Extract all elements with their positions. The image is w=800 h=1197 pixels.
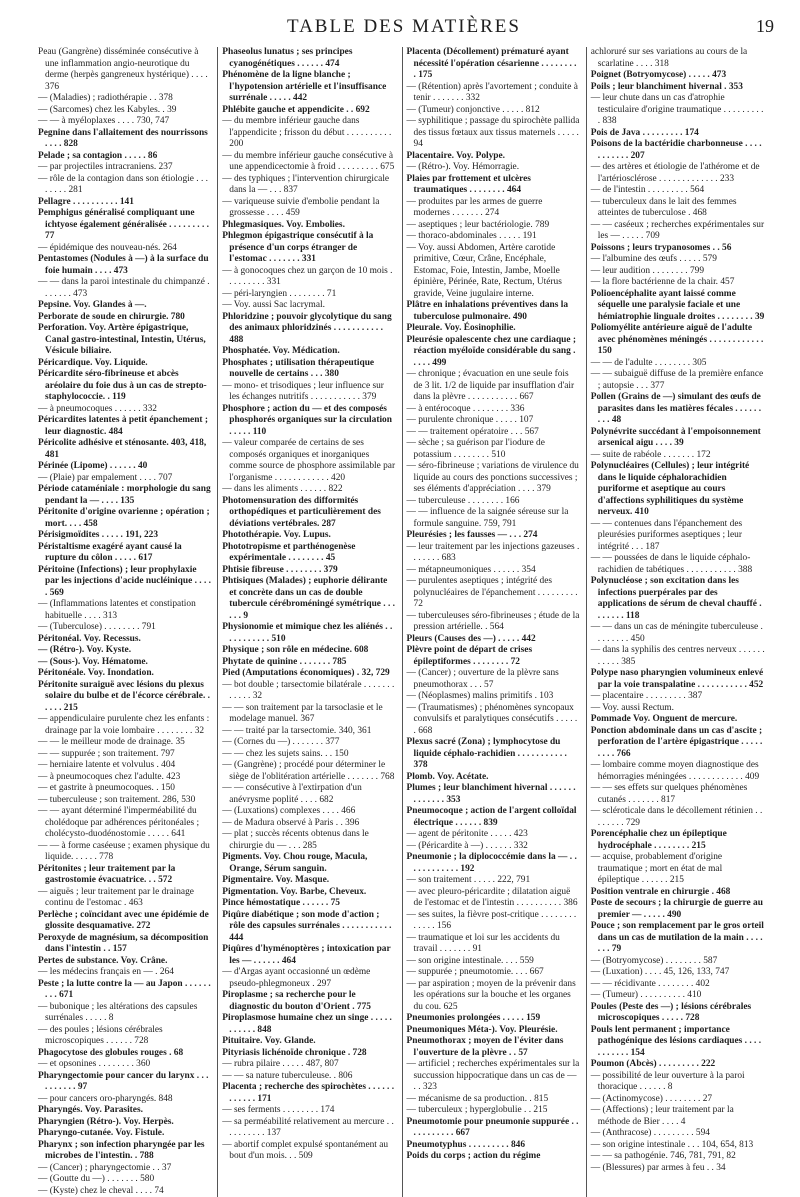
index-entry: Piqûre diabétique ; son mode d'action ; rôle des capsules surrénales . . . . . . . . . . . 444 xyxy=(222,910,395,945)
entry-list xyxy=(222,47,395,1163)
index-entry: — leur audition . . . . . . . . 799 xyxy=(591,266,765,278)
index-entry: Phototropisme et parthénogenèse expérimentale . . . . . . . . 45 xyxy=(222,542,395,565)
index-entry: — — de l'adulte . . . . . . . . 305 xyxy=(591,358,765,370)
index-entry: — syphilitique ; passage du spirochète pallida des tissus fœtaux aux tissus maternels . . . . . 94 xyxy=(407,116,580,151)
index-entry: — (Maladies) ; radiothérapie . . 378 xyxy=(38,93,211,105)
index-entry: Périnée (Lipome) . . . . . . 40 xyxy=(38,461,211,473)
index-entry: Pollen (Grains de —) simulant des œufs de parasites dans les matières fécales . . . . . . . . . 48 xyxy=(591,392,765,427)
index-entry: — artificiel ; recherches expérimentales sur la succussion hippocratique dans un cas de — . . 323 xyxy=(407,1059,580,1094)
index-entry: Perforation. Voy. Artère épigastrique, Canal gastro-intestinal, Intestin, Utérus, Vésicule biliaire. xyxy=(38,323,211,358)
index-entry: Pneumocoque ; action de l'argent colloïdal électrique . . . . . . 839 xyxy=(407,806,580,829)
index-entry: — bot double ; tarsectomie bilatérale . . . . . . . . . . . . 32 xyxy=(222,680,395,703)
index-entry: — — à forme caséeuse ; examen physique du liquide. . . . . . 778 xyxy=(38,841,211,864)
index-entry: — variqueuse suivie d'embolie pendant la grossesse . . . . 459 xyxy=(222,197,395,220)
index-entry: — les médecins français en — . 264 xyxy=(38,967,211,979)
index-entry: Position ventrale en chirurgie . 468 xyxy=(591,887,765,899)
index-entry: — — ses effets sur quelques phénomènes cutanés . . . . . . . 817 xyxy=(591,783,765,806)
index-entry: — purulente chronique . . . . . 107 xyxy=(407,415,580,427)
index-entry: — (Botryomycose) . . . . . . . . 587 xyxy=(591,956,765,968)
index-entry: — tuberculeuse ; son traitement. 286, 530 xyxy=(38,795,211,807)
index-entry: Polioencéphalite ayant laissé comme séquelle une paralysie faciale et une hémiatrophie linguale droites . . . . . . . . 39 xyxy=(591,289,765,324)
index-entry: — (Cancer) ; ouverture de la plèvre sans pneumothorax . . . 57 xyxy=(407,668,580,691)
index-entry: — — poussées de dans le liquide céphalo-rachidien de tabétiques . . . . . . . . . . . 388 xyxy=(591,553,765,576)
index-entry: — Voy. aussi Rectum. xyxy=(591,703,765,715)
index-entry: — tuberculeux ; hyperglobulie . . 215 xyxy=(407,1105,580,1117)
index-entry: Pityriasis lichénoïde chronique . 728 xyxy=(222,1048,395,1060)
index-entry: Péritoine (Infections) ; leur prophylaxie par les injections d'acide nucléinique . . . . . 569 xyxy=(38,565,211,600)
index-entry: — (Rétro-). Voy. Hémorragie. xyxy=(407,162,580,174)
index-entry: — dans la syphilis des centres nerveux . . . . . . . . . . . 385 xyxy=(591,645,765,668)
index-entry: — aiguës ; leur traitement par le drainage continu de l'estomac . 463 xyxy=(38,887,211,910)
index-entry: — — sa pathogénie. 746, 781, 791, 82 xyxy=(591,1151,765,1163)
index-entry: Pharyngo-cutanée. Voy. Fistule. xyxy=(38,1128,211,1140)
page-header xyxy=(34,14,774,40)
index-entry: Poignet (Botryomycose) . . . . . 473 xyxy=(591,70,765,82)
page-title: TABLE DES MATIÈRES xyxy=(34,16,774,38)
index-entry: Phlébite gauche et appendicite . . 692 xyxy=(222,105,395,117)
index-entry: — à entérocoque . . . . . . . . 336 xyxy=(407,404,580,416)
index-entry: Phagocytose des globules rouges . 68 xyxy=(38,1048,211,1060)
index-entry: Phtisie fibreuse . . . . . . . . 379 xyxy=(222,565,395,577)
index-entry: — (Luxations) complexes . . . . 466 xyxy=(222,806,395,818)
index-entry: — — sa nature tuberculeuse. . 806 xyxy=(222,1071,395,1083)
index-entry: — sa perméabilité relativement au mercure . . . . . . . . . . 137 xyxy=(222,1117,395,1140)
index-entry: — (Sous-). Voy. Hématome. xyxy=(38,657,211,669)
index-entry: — des artères et étiologie de l'athérome et de l'artériosclérose . . . . . . . . . . . . . 233 xyxy=(591,162,765,185)
index-entry: Péricardite séro-fibrineuse et abcès aréolaire du foie dus à un cas de strepto-staphylococcie. . 119 xyxy=(38,369,211,404)
index-entry: achloruré sur ses variations au cours de la scarlatine . . . . 318 xyxy=(591,47,765,70)
index-entry: Peste ; la lutte contre la — au Japon . . . . . . . . . 671 xyxy=(38,979,211,1002)
index-entry: Poste de secours ; la chirurgie de guerre au premier — . . . . . 490 xyxy=(591,898,765,921)
index-entry: Poils ; leur blanchiment hivernal . 353 xyxy=(591,82,765,94)
index-entry: — par projectiles intracraniens. 237 xyxy=(38,162,211,174)
index-entry: Peau (Gangrène) disséminée consécutive à une inflammation angio-neurotique du derme (herpès gangreneux hystérique) . . . . 376 xyxy=(38,47,211,93)
index-entry: Phosphore ; action du — et des composés phosphorés organiques sur la circulation . . . . . 110 xyxy=(222,404,395,439)
index-entry: — — suppurée ; son traitement. 797 xyxy=(38,749,211,761)
index-entry: — (Kyste) chez le cheval . . . . 74 xyxy=(38,1186,211,1197)
index-entry: — aseptiques ; leur bactériologie. 789 xyxy=(407,220,580,232)
index-entry: Physique ; son rôle en médecine. 608 xyxy=(222,645,395,657)
index-column-1 xyxy=(34,47,218,1197)
index-entry: — de l'intestin . . . . . . . . . 564 xyxy=(591,185,765,197)
index-entry: — traumatique et loi sur les accidents du travail . . . . . . . 91 xyxy=(407,933,580,956)
index-entry: Polype naso pharyngien volumineux enlevé par la voie transpalatine . . . . . . . . . . . 452 xyxy=(591,668,765,691)
index-entry: Polynucléose ; son excitation dans les infections puerpérales par des applications de sérum de cheval chauffé . . . . . . . 118 xyxy=(591,576,765,622)
index-entry: Pouce ; son remplacement par le gros orteil dans un cas de mutilation de la main . . . . . . . 79 xyxy=(591,921,765,956)
index-entry: — scléroticale dans le décollement rétinien . . . . . . . . 729 xyxy=(591,806,765,829)
index-entry: Phloridzine ; pouvoir glycolytique du sang des animaux phloridzinés . . . . . . . . . . . 488 xyxy=(222,312,395,347)
index-entry: — suite de rabéole . . . . . . . 172 xyxy=(591,450,765,462)
index-entry: — par aspiration ; moyen de la prévenir dans les opérations sur la bouche et les organes du cou. 625 xyxy=(407,979,580,1014)
index-entry: — — contenues dans l'épanchement des pleurésies puriformes aseptiques ; leur intégrité . . . 187 xyxy=(591,519,765,554)
index-entry: Plumes ; leur blanchiment hivernal . . . . . . . . . . . . . 353 xyxy=(407,783,580,806)
index-entry: Pigments. Voy. Chou rouge, Macula, Orange, Sérum sanguin. xyxy=(222,852,395,875)
index-entry: — — récidivante . . . . . . . . 402 xyxy=(591,979,765,991)
index-entry: Piqûres d'hyménoptères ; intoxication par les — . . . . . . 464 xyxy=(222,944,395,967)
index-entry: — — à myéloplaxes . . . . 730, 747 xyxy=(38,116,211,128)
index-entry: — acquise, probablement d'origine traumatique ; mort en état de mal épileptique . . . . . . 215 xyxy=(591,852,765,887)
index-entry: Ponction abdominale dans un cas d'ascite ; perforation de l'artère épigastrique . . . . . . . . . 766 xyxy=(591,726,765,761)
index-entry: Pegnine dans l'allaitement des nourrissons . . . . 828 xyxy=(38,128,211,151)
index-entry: Placenta ; recherche des spirochètes . . . . . . . . . . . . 171 xyxy=(222,1082,395,1105)
index-entry: — du membre inférieur gauche dans l'appendicite ; frisson du début . . . . . . . . . . 200 xyxy=(222,116,395,151)
index-entry: — — caséeux ; recherches expérimentales sur les — . . . . . 709 xyxy=(591,220,765,243)
index-entry: — péri-laryngien . . . . . . . . 71 xyxy=(222,289,395,301)
index-entry: Pertes de substance. Voy. Crâne. xyxy=(38,956,211,968)
index-entry: — (Cornes du —) . . . . . . . 377 xyxy=(222,737,395,749)
index-entry: — valeur comparée de certains de ses composés organiques et inorganiques comme source de phosphore assimilable par l'organisme . . . . . . . . . . . . 420 xyxy=(222,438,395,484)
index-entry: Physionomie et mimique chez les aliénés . . . . . . . . . . . 510 xyxy=(222,622,395,645)
index-entry: Poliomyélite antérieure aiguë de l'adulte avec phénomènes méningés . . . . . . . . . . . . 150 xyxy=(591,323,765,358)
index-entry: — (Tuberculose) . . . . . . . . 791 xyxy=(38,622,211,634)
index-entry: Phytate de quinine . . . . . . . 785 xyxy=(222,657,395,669)
index-entry: — mécanisme de sa production. . 815 xyxy=(407,1094,580,1106)
index-entry: Plaies par frottement et ulcères traumatiques . . . . . . . . 464 xyxy=(407,174,580,197)
entry-list xyxy=(591,47,765,1174)
index-entry: Poisons de la bactéridie charbonneuse . . . . . . . . . . . 207 xyxy=(591,139,765,162)
index-entry: Péritonéal. Voy. Recessus. xyxy=(38,634,211,646)
index-entry: — produites par les armes de guerre modernes . . . . . . . 274 xyxy=(407,197,580,220)
entry-list xyxy=(38,47,211,1197)
index-entry: Photothérapie. Voy. Lupus. xyxy=(222,530,395,542)
index-entry: — rôle de la contagion dans son étiologie . . . . . . . . 281 xyxy=(38,174,211,197)
index-entry: — du membre inférieur gauche consécutive à une appendicectomie à froid . . . . . . . . . 675 xyxy=(222,151,395,174)
index-entry: Photomensuration des difformités orthopédiques et particulièrement des déviations vertébrales. 287 xyxy=(222,496,395,531)
index-entry: — — consécutive à l'extirpation d'un anévrysme poplité . . . . 682 xyxy=(222,783,395,806)
index-entry: Piroplasme ; sa recherche pour le diagnostic du bouton d'Orient . 775 xyxy=(222,990,395,1013)
index-entry: Pigmentaire. Voy. Masque. xyxy=(222,875,395,887)
index-entry: — séro-fibrineuse ; variations de virulence du liquide au cours des ponctions successives ; ses éléments d'appréciation . . . . 379 xyxy=(407,461,580,496)
index-entry: — — chez les sujets sains. . . 150 xyxy=(222,749,395,761)
index-entry: Polynucléaires (Cellules) ; leur intégrité dans le liquide céphalorachidien puriforme et aseptique au cours d'affections syphilitiques du système nerveux. 410 xyxy=(591,461,765,519)
index-entry: — (Tumeur) conjonctive . . . . . 812 xyxy=(407,105,580,117)
index-entry: — l'albumine des œufs . . . . . 579 xyxy=(591,254,765,266)
index-entry: — d'Argas ayant occasionné un œdème pseudo-phlegmoneux . 297 xyxy=(222,967,395,990)
index-entry: Perlèche ; coïncidant avec une épidémie de glossite desquamative. 272 xyxy=(38,910,211,933)
index-entry: — abortif complet expulsé spontanément au bout d'un mois. . . 509 xyxy=(222,1140,395,1163)
index-entry: Plâtre en inhalations préventives dans la tuberculose pulmonaire. 490 xyxy=(407,300,580,323)
index-entry: — suppurée ; pneumotomie. . . . 667 xyxy=(407,967,580,979)
index-entry: — de Madura observé à Paris . . 396 xyxy=(222,818,395,830)
index-entry: — — traitement opératoire . . . 567 xyxy=(407,427,580,439)
index-entry: Pied (Amputations économiques) . 32, 729 xyxy=(222,668,395,680)
index-entry: Phosphates ; utilisation thérapeutique nouvelle de certains . . . 380 xyxy=(222,358,395,381)
index-entry: Pince hémostatique . . . . . . 75 xyxy=(222,898,395,910)
index-entry: Pharyngien (Rétro-). Voy. Herpès. xyxy=(38,1117,211,1129)
index-entry: Perborate de soude en chirurgie. 780 xyxy=(38,312,211,324)
index-entry: Placentaire. Voy. Polype. xyxy=(407,151,580,163)
index-entry: — à gonocoques chez un garçon de 10 mois . . . . . . . . . 331 xyxy=(222,266,395,289)
index-entry: — (Plaie) par empalement . . . . 707 xyxy=(38,473,211,485)
index-entry: — — son traitement par la tarsoclasie et le modelage manuel. 367 xyxy=(222,703,395,726)
index-entry: Pneumonie ; la diplococcémie dans la — . . . . . . . . . . . . 192 xyxy=(407,852,580,875)
index-entry: — avec pleuro-péricardite ; dilatation aiguë de l'estomac et de l'intestin . . . . . . . . . . 386 xyxy=(407,887,580,910)
index-entry: — tuberculeuses séro-fibrineuses ; étude de la pression artérielle. . 564 xyxy=(407,611,580,634)
index-entry: Pharyngectomie pour cancer du larynx . . . . . . . . . . 97 xyxy=(38,1071,211,1094)
index-entry: Pepsine. Voy. Glandes à —. xyxy=(38,300,211,312)
index-entry: — (Péricardite à —) . . . . . . 332 xyxy=(407,841,580,853)
index-entry: — et opsonines . . . . . . . . 360 xyxy=(38,1059,211,1071)
index-entry: — son origine intestinale. . . . 559 xyxy=(407,956,580,968)
index-entry: — leur traitement par les injections gazeuses . . . . . . . 683 xyxy=(407,542,580,565)
index-entry: Plexus sacré (Zona) ; lymphocytose du liquide céphalo-rachidien . . . . . . . . . . . 378 xyxy=(407,737,580,772)
index-entry: Périsigmoïdites . . . . . 191, 223 xyxy=(38,530,211,542)
index-entry: — purulentes aseptiques ; intégrité des polynucléaires de l'épanchement . . . . . . . . . 72 xyxy=(407,576,580,611)
index-entry: Pommade Voy. Onguent de mercure. xyxy=(591,714,765,726)
index-entry: — ses ferments . . . . . . . . 174 xyxy=(222,1105,395,1117)
index-entry: Placenta (Décollement) prématuré ayant nécessité l'opération césarienne . . . . . . . . . 175 xyxy=(407,47,580,82)
index-entry: Péritonéale. Voy. Inondation. xyxy=(38,668,211,680)
index-entry: — (Cancer) ; pharyngectomie . . 37 xyxy=(38,1163,211,1175)
index-entry: — Voy. aussi Abdomen, Artère carotide primitive, Cœur, Crâne, Encéphale, Estomac, Foie, Intestin, Jambe, Moelle épinière, Périnée, Rate, Rectum, Utérus gravide, Veine jugulaire interne. xyxy=(407,243,580,301)
index-entry: — plat ; succès récents obtenus dans le chirurgie du — . . . 285 xyxy=(222,829,395,852)
index-entry: — (Actinomycose) . . . . . . . . 27 xyxy=(591,1094,765,1106)
index-entry: Pneumothorax ; moyen de l'éviter dans l'ouverture de la plèvre . . 57 xyxy=(407,1036,580,1059)
index-entry: — — influence de la saignée séreuse sur la formule sanguine. 759, 791 xyxy=(407,507,580,530)
index-entry: — (Goutte du —) . . . . . . . 580 xyxy=(38,1174,211,1186)
index-entry: Phlegmasiques. Voy. Embolies. xyxy=(222,220,395,232)
index-entry: Phlegmon épigastrique consécutif à la présence d'un corps étranger de l'estomac . . . . . . . 331 xyxy=(222,231,395,266)
index-entry: — son origine intestinale . . . 104, 654, 813 xyxy=(591,1140,765,1152)
index-entry: — placentaire . . . . . . . . . 387 xyxy=(591,691,765,703)
index-entry: Poissons ; leurs trypanosomes . . 56 xyxy=(591,243,765,255)
index-entry: Pneumonies prolongées . . . . . 159 xyxy=(407,1013,580,1025)
index-entry: — mono- et trisodiques ; leur influence sur les échanges nutritifs . . . . . . . . . . . 379 xyxy=(222,381,395,404)
index-entry: — métapneumoniques . . . . . . 354 xyxy=(407,565,580,577)
index-entry: — pour cancers oro-pharyngés. 848 xyxy=(38,1094,211,1106)
index-entry: — (Tumeur) . . . . . . . . . . 410 xyxy=(591,990,765,1002)
index-entry: — son traitement . . . . . 222, 791 xyxy=(407,875,580,887)
index-entry: Phaseolus lunatus ; ses principes cyanogénétiques . . . . . . 474 xyxy=(222,47,395,70)
index-entry: — (Blessures) par armes à feu . . 34 xyxy=(591,1163,765,1175)
index-entry: Pouls lent permanent ; importance pathogénique des lésions cardiaques . . . . . . . . . . . 154 xyxy=(591,1025,765,1060)
index-entry: Pemphigus généralisé compliquant une ichtyose également généralisée . . . . . . . . . 77 xyxy=(38,208,211,243)
index-entry: — lombaire comme moyen diagnostique des hémorragies méningées . . . . . . . . . . . . 409 xyxy=(591,760,765,783)
index-entry: — Voy. aussi Sac lacrymal. xyxy=(222,300,395,312)
index-entry: Pentastomes (Nodules à —) à la surface du foie humain . . . . 473 xyxy=(38,254,211,277)
index-entry: — (Rétro-). Voy. Kyste. xyxy=(38,645,211,657)
index-entry: Polynévrite succédant à l'empoisonnement arsenical aigu . . . . 39 xyxy=(591,427,765,450)
index-entry: Pleurs (Causes des —) . . . . . 442 xyxy=(407,634,580,646)
index-entry: Pneumotyphus . . . . . . . . . 846 xyxy=(407,1140,580,1152)
index-entry: — — subaiguë diffuse de la première enfance ; autopsie . . . 377 xyxy=(591,369,765,392)
index-entry: — des poules ; lésions cérébrales microscopiques . . . . . . 728 xyxy=(38,1025,211,1048)
index-column-3 xyxy=(403,47,587,1197)
index-entry: — chronique ; évacuation en une seule fois de 3 lit. 1/2 de liquide par insufflation d'air dans la plèvre . . . . . . . . . . . 667 xyxy=(407,369,580,404)
page-number: 19 xyxy=(756,16,774,37)
index-entry: Phosphatée. Voy. Médication. xyxy=(222,346,395,358)
index-entry: — (Anthracose) . . . . . . . . . 594 xyxy=(591,1128,765,1140)
index-entry: Poids du corps ; action du régime xyxy=(407,1151,580,1163)
index-entry: — (Luxation) . . . . 45, 126, 133, 747 xyxy=(591,967,765,979)
index-entry: Péricolite adhésive et sténosante. 403, 418, 481 xyxy=(38,438,211,461)
index-entry: — à pneumocoques . . . . . . 332 xyxy=(38,404,211,416)
index-entry: Pharyngés. Voy. Parasites. xyxy=(38,1105,211,1117)
index-entry: Pigmentation. Voy. Barbe, Cheveux. xyxy=(222,887,395,899)
index-entry: — sèche ; sa guérison par l'iodure de potassium . . . . . . . . 510 xyxy=(407,438,580,461)
index-entry: — épidémique des nouveau-nés. 264 xyxy=(38,243,211,255)
index-entry: — la flore bactérienne de la chair. 457 xyxy=(591,277,765,289)
index-entry: — (Affections) ; leur traitement par la méthode de Bier . . . . 4 xyxy=(591,1105,765,1128)
index-columns xyxy=(34,47,771,1077)
index-entry: Pleurésies ; les fausses — . . . 274 xyxy=(407,530,580,542)
index-entry: — (Inflammations latentes et constipation habituelle . . . . 313 xyxy=(38,599,211,622)
index-column-4 xyxy=(587,47,771,1197)
index-entry: Poules (Peste des —) ; lésions cérébrales microscopiques . . . . . 728 xyxy=(591,1002,765,1025)
entry-list xyxy=(407,47,580,1163)
index-entry: Plomb. Voy. Acétate. xyxy=(407,772,580,784)
index-entry: — — le meilleur mode de drainage. 35 xyxy=(38,737,211,749)
index-entry: — (Gangrène) ; procédé pour déterminer le siège de l'oblitération artérielle . . . . . . . 768 xyxy=(222,760,395,783)
index-entry: — herniaire latente et volvulus . 404 xyxy=(38,760,211,772)
index-entry: Peroxyde de magnésium, sa décomposition dans l'intestin . . 157 xyxy=(38,933,211,956)
index-column-2 xyxy=(218,47,402,1197)
index-entry: — (Traumatismes) ; phénomènes syncopaux convulsifs et paralytiques consécutifs . . . . . . 668 xyxy=(407,703,580,738)
index-entry: — à pneumocoques chez l'adulte. 423 xyxy=(38,772,211,784)
index-entry: Pois de Java . . . . . . . . . 174 xyxy=(591,128,765,140)
index-entry: — dans les aliments . . . . . . 822 xyxy=(222,484,395,496)
index-entry: Porencéphalie chez un épileptique hydrocéphale . . . . . . . . 215 xyxy=(591,829,765,852)
index-entry: Pneumoniques Méta-). Voy. Pleurésie. xyxy=(407,1025,580,1037)
index-entry: — (Rétention) après l'avortement ; conduite à tenir . . . . . . . 332 xyxy=(407,82,580,105)
index-entry: — — ayant déterminé l'imperméabilité du cholédoque par adhérences péritonéales ; cholécysto-duodénostomie . . . . . 641 xyxy=(38,806,211,841)
index-entry: Pleurale. Voy. Éosinophilie. xyxy=(407,323,580,335)
index-entry: Pneumotomie pour pneumonie suppurée . . . . . . . . . . . 667 xyxy=(407,1117,580,1140)
index-entry: Phtisiques (Malades) ; euphorie délirante et concrète dans un cas de double tubercule cérébroméningé symétrique . . . . . . 9 xyxy=(222,576,395,622)
index-entry: — et gastrite à pneumocoques. . 150 xyxy=(38,783,211,795)
index-entry: — (Sarcomes) chez les Kabyles. . 39 xyxy=(38,105,211,117)
index-entry: — — traité par la tarsectomie. 340, 361 xyxy=(222,726,395,738)
index-entry: Pellagre . . . . . . . . . . 141 xyxy=(38,197,211,209)
index-entry: — des typhiques ; l'intervention chirurgicale dans la — . . . 837 xyxy=(222,174,395,197)
index-entry: Poumon (Abcès) . . . . . . . . . 222 xyxy=(591,1059,765,1071)
index-entry: — possibilité de leur ouverture à la paroi thoracique . . . . . . 8 xyxy=(591,1071,765,1094)
index-entry: — leur chute dans un cas d'atrophie testiculaire d'origine traumatique . . . . . . . . . . 838 xyxy=(591,93,765,128)
index-entry: Péricardique. Voy. Liquide. xyxy=(38,358,211,370)
index-entry: Pelade ; sa contagion . . . . . 86 xyxy=(38,151,211,163)
index-entry: Péristaltisme exagéré ayant causé la rupture du côlon . . . . . 617 xyxy=(38,542,211,565)
index-entry: — bubonique ; les altérations des capsules surrénales . . . . . 8 xyxy=(38,1002,211,1025)
index-entry: — thoraco-abdominales . . . . . 191 xyxy=(407,231,580,243)
index-entry: Période cataméniale : morphologie du sang pendant la — . . . . 135 xyxy=(38,484,211,507)
index-entry: Péricardites latentes à petit épanchement ; leur diagnostic. 484 xyxy=(38,415,211,438)
index-entry: Plèvre point de départ de crises épileptiformes . . . . . . . . 72 xyxy=(407,645,580,668)
index-entry: Pituitaire. Voy. Glande. xyxy=(222,1036,395,1048)
index-entry: Pleurésie opalescente chez une cardiaque ; réaction myéloïde considérable du sang . . . . . 499 xyxy=(407,335,580,370)
index-entry: — tuberculeux dans le lait des femmes atteintes de tuberculose . 468 xyxy=(591,197,765,220)
index-entry: Péritonite d'origine ovarienne ; opération ; mort. . . . 458 xyxy=(38,507,211,530)
index-entry: Phénomène de la ligne blanche ; l'hypotension artérielle et l'insuffisance surrénale . . . . . 442 xyxy=(222,70,395,105)
index-entry: Pharynx ; son infection pharyngée par les microbes de l'intestin. . 788 xyxy=(38,1140,211,1163)
index-entry: — tuberculeuse . . . . . . . . 166 xyxy=(407,496,580,508)
index-entry: — agent de péritonite . . . . . 423 xyxy=(407,829,580,841)
index-entry: Piroplasmose humaine chez un singe . . . . . . . . . . . 848 xyxy=(222,1013,395,1036)
index-entry: — — dans un cas de méningite tuberculeuse . . . . . . . . 450 xyxy=(591,622,765,645)
index-entry: — — dans la paroi intestinale du chimpanzé . . . . . . . 473 xyxy=(38,277,211,300)
index-entry: — appendiculaire purulente chez les enfants : drainage par la voie lombaire . . . . . . . . 32 xyxy=(38,714,211,737)
index-entry: — ses suites, la fièvre post-critique . . . . . . . . . . . . . 156 xyxy=(407,910,580,933)
index-entry: Péritonite suraiguë avec lésions du plexus solaire du bulbe et de l'écorce cérébrale. . . . . . 215 xyxy=(38,680,211,715)
index-entry: Péritonites ; leur traitement par la gastrostomie évacuatrice. . . 572 xyxy=(38,864,211,887)
index-entry: — (Néoplasmes) malins primitifs . 103 xyxy=(407,691,580,703)
index-entry: — rubra pilaire . . . . . 487, 807 xyxy=(222,1059,395,1071)
